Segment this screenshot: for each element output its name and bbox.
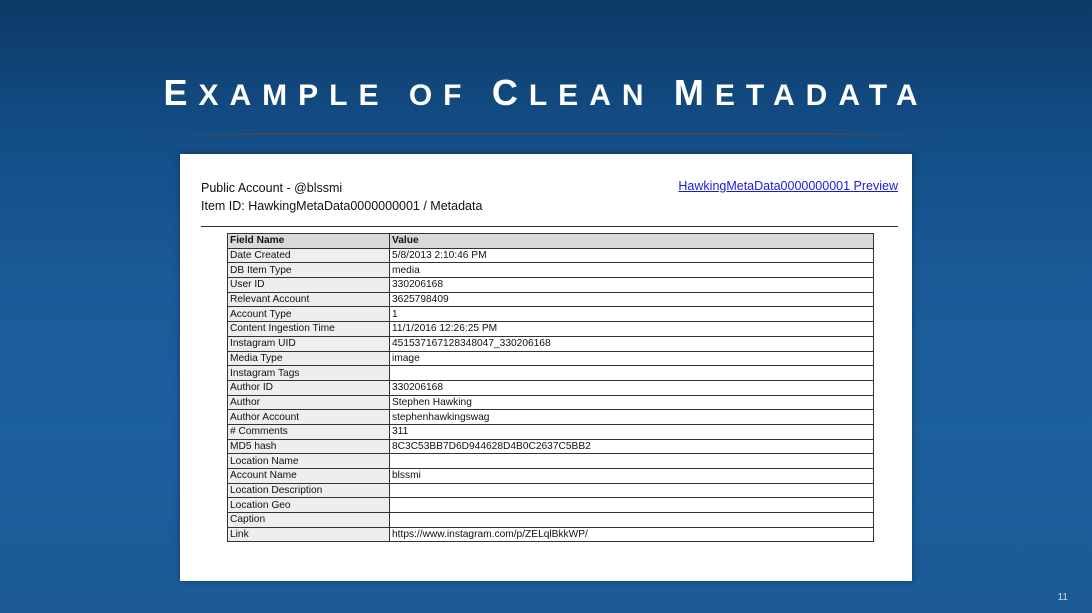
column-header-field: Field Name xyxy=(228,234,390,249)
field-name-cell: User ID xyxy=(228,278,390,293)
table-header-row xyxy=(228,234,874,249)
field-value-cell: 451537167128348047_330206168 xyxy=(390,336,874,351)
table-row xyxy=(228,248,874,263)
table-row xyxy=(228,351,874,366)
field-value-cell xyxy=(390,366,874,381)
field-name-cell: Caption xyxy=(228,513,390,528)
field-name-cell: Instagram UID xyxy=(228,336,390,351)
field-value-cell: https://www.instagram.com/p/ZELqlBkkWP/ xyxy=(390,527,874,542)
table-row xyxy=(228,439,874,454)
field-name-cell: Author ID xyxy=(228,380,390,395)
field-value-cell xyxy=(390,454,874,469)
field-value-cell: 5/8/2013 2:10:46 PM xyxy=(390,248,874,263)
account-line: Public Account - @blssmi xyxy=(201,181,343,195)
table-row xyxy=(228,498,874,513)
table-row xyxy=(228,395,874,410)
field-name-cell: Date Created xyxy=(228,248,390,263)
field-name-cell: Location Description xyxy=(228,483,390,498)
field-name-cell: MD5 hash xyxy=(228,439,390,454)
metadata-document xyxy=(180,154,912,581)
field-name-cell: Media Type xyxy=(228,351,390,366)
field-value-cell xyxy=(390,513,874,528)
table-row xyxy=(228,424,874,439)
preview-link[interactable]: HawkingMetaData0000000001 Preview xyxy=(678,179,898,193)
field-value-cell: 8C3C53BB7D6D944628D4B0C2637C5BB2 xyxy=(390,439,874,454)
table-row xyxy=(228,513,874,528)
table-row xyxy=(228,469,874,484)
table-row xyxy=(228,410,874,425)
table-row xyxy=(228,292,874,307)
slide-title xyxy=(0,72,1092,114)
field-name-cell: Author xyxy=(228,395,390,410)
field-value-cell: 11/1/2016 12:26:25 PM xyxy=(390,322,874,337)
field-name-cell: Account Name xyxy=(228,469,390,484)
document-header xyxy=(201,179,482,215)
table-row xyxy=(228,454,874,469)
title-word: EXAMPLE xyxy=(163,72,390,113)
table-row xyxy=(228,483,874,498)
field-name-cell: Location Geo xyxy=(228,498,390,513)
header-divider xyxy=(201,226,898,227)
field-name-cell: Content Ingestion Time xyxy=(228,322,390,337)
field-value-cell: 330206168 xyxy=(390,380,874,395)
field-name-cell: Author Account xyxy=(228,410,390,425)
table-row xyxy=(228,278,874,293)
field-name-cell: Relevant Account xyxy=(228,292,390,307)
table-row xyxy=(228,307,874,322)
table-row xyxy=(228,366,874,381)
table-row xyxy=(228,336,874,351)
field-value-cell: 3625798409 xyxy=(390,292,874,307)
field-value-cell: media xyxy=(390,263,874,278)
table-row xyxy=(228,380,874,395)
table-row xyxy=(228,322,874,337)
item-id-line: Item ID: HawkingMetaData0000000001 / Metadata xyxy=(201,199,483,213)
field-value-cell: 311 xyxy=(390,424,874,439)
title-divider xyxy=(140,133,952,135)
page-number: 11 xyxy=(1057,592,1068,603)
field-name-cell: Account Type xyxy=(228,307,390,322)
field-value-cell: blssmi xyxy=(390,469,874,484)
field-value-cell xyxy=(390,498,874,513)
title-word: CLEAN xyxy=(491,72,655,113)
table-row xyxy=(228,527,874,542)
field-value-cell: 1 xyxy=(390,307,874,322)
metadata-table xyxy=(227,233,874,542)
field-name-cell: # Comments xyxy=(228,424,390,439)
title-word: METADATA xyxy=(673,72,929,113)
field-value-cell: stephenhawkingswag xyxy=(390,410,874,425)
title-word: OF xyxy=(408,79,473,112)
table-row xyxy=(228,263,874,278)
field-name-cell: DB Item Type xyxy=(228,263,390,278)
field-value-cell: 330206168 xyxy=(390,278,874,293)
field-name-cell: Location Name xyxy=(228,454,390,469)
column-header-value: Value xyxy=(390,234,874,249)
field-value-cell xyxy=(390,483,874,498)
field-value-cell: image xyxy=(390,351,874,366)
field-value-cell: Stephen Hawking xyxy=(390,395,874,410)
field-name-cell: Instagram Tags xyxy=(228,366,390,381)
field-name-cell: Link xyxy=(228,527,390,542)
